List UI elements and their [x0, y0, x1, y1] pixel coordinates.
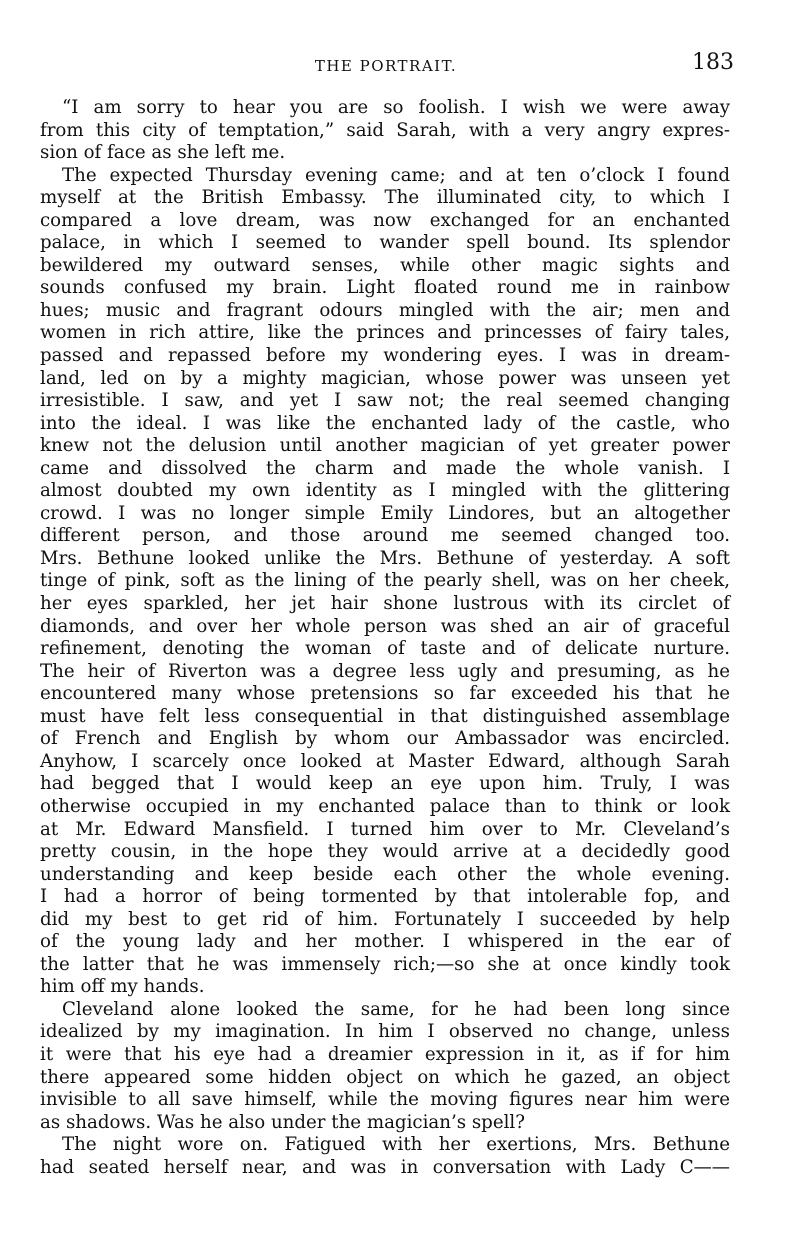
- text-line: him off my hands.: [40, 976, 205, 998]
- text-line: almost doubted my own identity as I mingled with the glittering: [40, 480, 730, 502]
- text-line: invisible to all save himself, while the moving figures near him were: [40, 1089, 730, 1111]
- text-line: had seated herself near, and was in conversation with Lady C——: [40, 1156, 730, 1178]
- text-line: land, led on by a mighty magician, whose power was unseen yet: [40, 367, 730, 389]
- text-line: came and dissolved the charm and made the whole vanish. I: [40, 457, 730, 479]
- text-line: at Mr. Edward Mansfield. I turned him over to Mr. Cleveland’s: [40, 818, 730, 840]
- text-line: compared a love dream, was now exchanged for an enchanted: [40, 209, 730, 231]
- text-line: must have felt less consequential in that distinguished assemblage: [40, 705, 730, 727]
- text-line: as shadows. Was he also under the magician’s spell?: [40, 1111, 525, 1133]
- running-title: THE PORTRAIT.: [314, 57, 458, 75]
- text-line: The expected Thursday evening came; and at ten o’clock I found: [62, 164, 730, 186]
- text-line: diamonds, and over her whole person was shed an air of graceful: [40, 615, 730, 637]
- text-line: there appeared some hidden object on which he gazed, an object: [40, 1066, 730, 1088]
- text-line: palace, in which I seemed to wander spell bound. Its splendor: [40, 232, 730, 254]
- text-line: of the young lady and her mother. I whispered in the ear of: [40, 931, 730, 953]
- text-line: from this city of temptation,” said Sarah, with a very angry expres-: [40, 119, 730, 141]
- text-line: understanding and keep beside each other the whole evening.: [40, 863, 730, 885]
- text-line: sounds confused my brain. Light floated round me in rainbow: [40, 277, 730, 299]
- text-line: The night wore on. Fatigued with her exertions, Mrs. Bethune: [62, 1134, 730, 1156]
- text-line: had begged that I would keep an eye upon him. Truly, I was: [40, 773, 730, 795]
- text-line: of French and English by whom our Ambassador was encircled.: [40, 728, 730, 750]
- text-line: her eyes sparkled, her jet hair shone lustrous with its circlet of: [40, 593, 730, 615]
- text-line: The heir of Riverton was a degree less ugly and presuming, as he: [40, 660, 730, 682]
- text-line: otherwise occupied in my enchanted palace than to think or look: [40, 795, 730, 817]
- text-line: idealized by my imagination. In him I observed no change, unless: [40, 1021, 730, 1043]
- text-line: knew not the delusion until another magician of yet greater power: [40, 435, 730, 457]
- text-line: myself at the British Embassy. The illuminated city, to which I: [40, 187, 730, 209]
- running-head: [36, 52, 736, 82]
- text-line: pretty cousin, in the hope they would arrive at a decidedly good: [40, 841, 730, 863]
- text-line: sion of face as she left me.: [40, 142, 286, 164]
- text-line: into the ideal. I was like the enchanted lady of the castle, who: [40, 412, 730, 434]
- text-line: it were that his eye had a dreamier expression in it, as if for him: [40, 1043, 730, 1065]
- body-text: [40, 97, 730, 1179]
- page-number: 183: [692, 50, 734, 75]
- text-line: tinge of pink, soft as the lining of the pearly shell, was on her cheek,: [40, 570, 730, 592]
- text-line: I had a horror of being tormented by that intolerable fop, and: [40, 886, 730, 908]
- text-line: Cleveland alone looked the same, for he had been long since: [62, 998, 730, 1020]
- text-line: women in rich attire, like the princes and princesses of fairy tales,: [40, 322, 730, 344]
- text-line: irresistible. I saw, and yet I saw not; the real seemed changing: [40, 390, 730, 412]
- text-line: “I am sorry to hear you are so foolish. I wish we were away: [62, 97, 730, 118]
- text-line: bewildered my outward senses, while other magic sights and: [40, 254, 730, 276]
- text-line: crowd. I was no longer simple Emily Lindores, but an altogether: [40, 502, 730, 524]
- text-line: encountered many whose pretensions so far exceeded his that he: [40, 683, 730, 705]
- text-line: hues; music and fragrant odours mingled with the air; men and: [40, 299, 730, 321]
- text-line: different person, and those around me seemed changed too.: [40, 525, 730, 547]
- text-line: refinement, denoting the woman of taste and of delicate nurture.: [40, 638, 730, 660]
- text-line: the latter that he was immensely rich;—so she at once kindly took: [40, 953, 730, 975]
- text-line: did my best to get rid of him. Fortunately I succeeded by help: [40, 908, 730, 930]
- text-line: passed and repassed before my wondering eyes. I was in dream-: [40, 345, 730, 367]
- text-line: Anyhow, I scarcely once looked at Master Edward, although Sarah: [40, 750, 730, 772]
- text-line: Mrs. Bethune looked unlike the Mrs. Bethune of yesterday. A soft: [40, 547, 730, 569]
